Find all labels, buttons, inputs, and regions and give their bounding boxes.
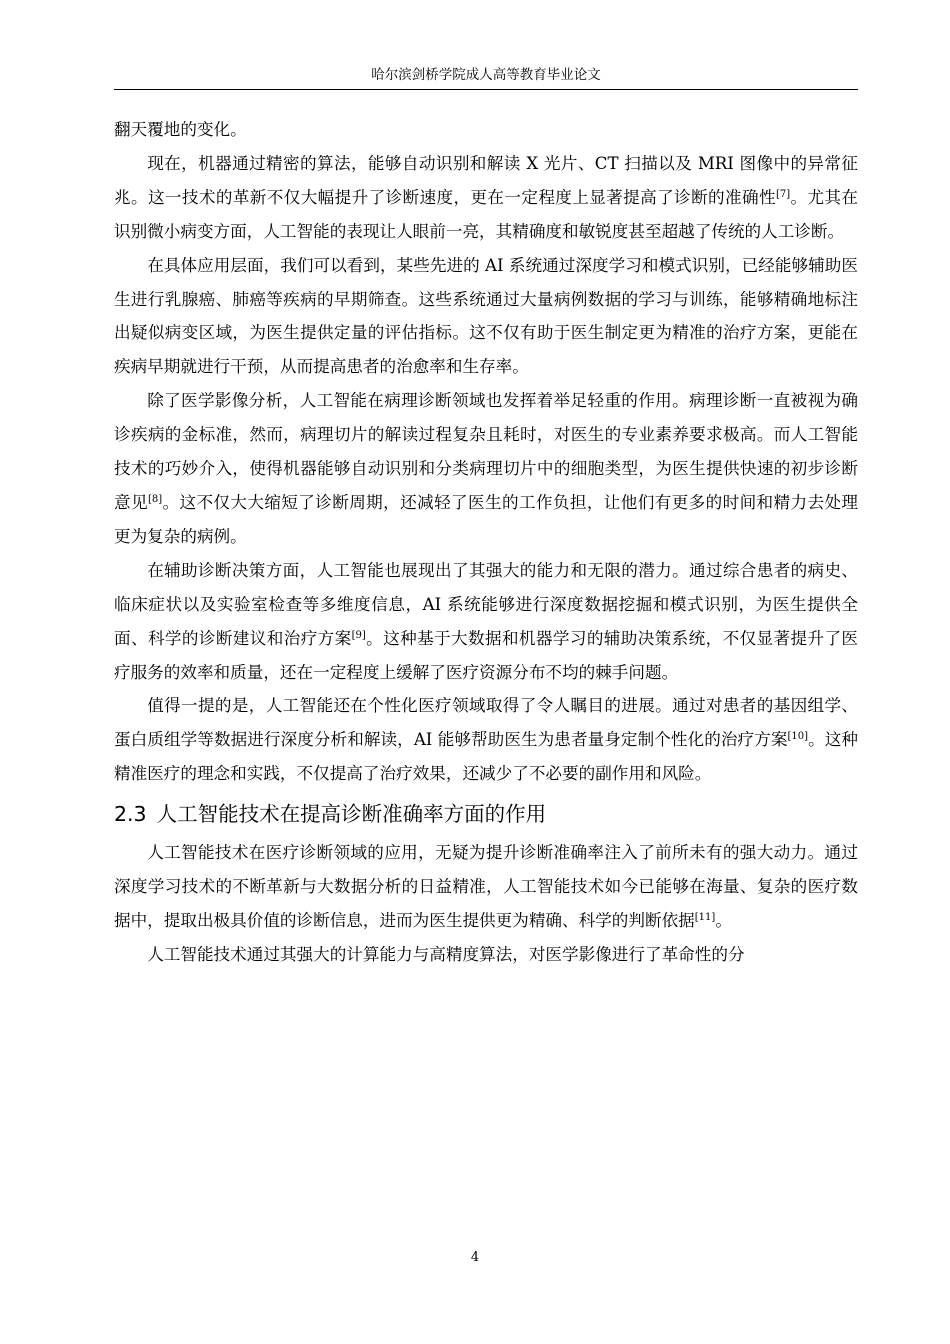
paragraph-text: 除了医学影像分析，人工智能在病理诊断领域也发挥着举足轻重的作用。病理诊断一直被视为确诊疾病的金标准，然而，病理切片的解读过程复杂且耗时，对医生的专业素养要求极高。而人工智能技术的巧妙介入，使得机器能够自动识别和分类病理切片中的细胞类型，为医生提供快速的初步诊断意见 (114, 391, 858, 512)
paragraph-text-cont: 。这种基于大数据和机器学习的辅助决策系统，不仅显著提升了医疗服务的效率和质量，还在一定程度上缓解了医疗资源分布不均的棘手问题。 (114, 628, 859, 682)
paragraph-text: 在具体应用层面，我们可以看到，某些先进的 AI 系统通过深度学习和模式识别，已经能够辅助医生进行乳腺癌、肺癌等疾病的早期筛查。这些系统通过大量病例数据的学习与训练，能够精确地标注出疑似病变区域，为医生提供定量的评估指标。这不仅有助于医生制定更为精准的治疗方案，更能在疾病早期就进行干预，从而提高患者的治愈率和生存率。 (114, 255, 858, 377)
paragraph-text: 翻天覆地的变化。 (114, 120, 247, 139)
section-title: 人工智能技术在提高诊断准确率方面的作用 (156, 802, 547, 827)
paragraph (114, 554, 858, 690)
paragraph (114, 384, 858, 554)
citation-ref: [11] (694, 911, 716, 923)
paragraph-text: 值得一提的是，人工智能还在个性化医疗领域取得了令人瞩目的进展。通过对患者的基因组学、蛋白质组学等数据进行深度分析和解读，AI 能够帮助医生为患者量身定制个性化的治疗方案 (114, 696, 858, 750)
paragraph (114, 938, 858, 972)
paragraph-text: 人工智能技术通过其强大的计算能力与高精度算法，对医学影像进行了革命性的分 (147, 944, 745, 964)
citation-ref: [9] (351, 629, 366, 641)
document-body (114, 113, 858, 972)
section-heading (114, 792, 858, 836)
paragraph-text: 现在，机器通过精密的算法，能够自动识别和解读 X 光片、CT 扫描以及 MRI 图像中的异常征兆。这一技术的革新不仅大幅提升了诊断速度，更在一定程度上显著提高了诊断的准确性 (114, 153, 858, 207)
paragraph (114, 147, 858, 249)
section-number: 2.3 (114, 802, 147, 827)
paragraph (114, 249, 858, 385)
page-number: 4 (470, 1250, 480, 1265)
paragraph-text: 在辅助诊断决策方面，人工智能也展现出了其强大的能力和无限的潜力。通过综合患者的病史、临床症状以及实验室检查等多维度信息，AI 系统能够进行深度数据挖掘和模式识别，为医生提供全面、科学的诊断建议和治疗方案 (114, 560, 858, 648)
paragraph-text: 人工智能技术在医疗诊断领域的应用，无疑为提升诊断准确率注入了前所未有的强大动力。通过深度学习技术的不断革新与大数据分析的日益精准，人工智能技术如今已能够在海量、复杂的医疗数据中，提取出极具价值的诊断信息，进而为医生提供更为精确、科学的判断依据 (114, 843, 858, 930)
citation-ref: [7] (775, 188, 791, 200)
paragraph (114, 836, 858, 938)
paragraph (114, 689, 858, 791)
header-rule (114, 89, 858, 90)
paragraph-text-cont: 。 (715, 910, 732, 930)
paragraph-group-bottom (114, 836, 858, 972)
paragraph-text-cont: 。这种精准医疗的理念和实践，不仅提高了治疗效果，还减少了不必要的副作用和风险。 (114, 730, 859, 784)
running-header: 哈尔滨剑桥学院成人高等教育毕业论文 (371, 67, 601, 83)
citation-ref: [8] (147, 493, 163, 505)
paragraph-text-cont: 。尤其在识别微小病变方面，人工智能的表现让人眼前一亮，其精确度和敏锐度甚至超越了传统的人工诊断。 (114, 187, 859, 241)
citation-ref: [10] (787, 731, 809, 743)
paragraph-group-top (114, 113, 858, 791)
paragraph (114, 113, 858, 147)
paragraph-text-cont: 。这不仅大大缩短了诊断周期，还减轻了医生的工作负担，让他们有更多的时间和精力去处理更为复杂的病例。 (114, 492, 859, 546)
